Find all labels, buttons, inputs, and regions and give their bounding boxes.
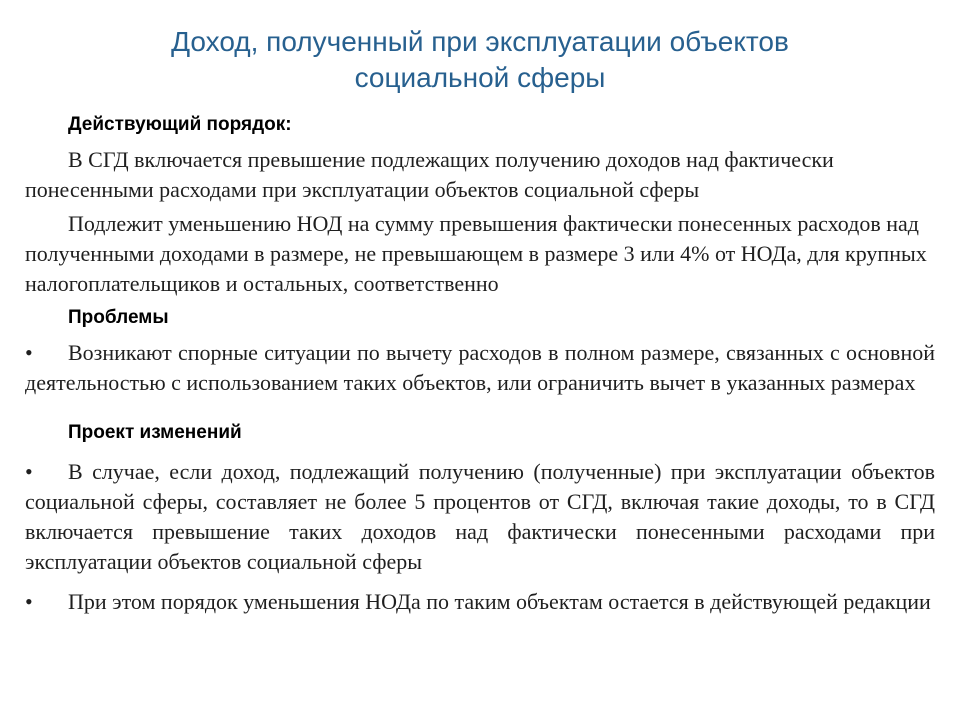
section-heading-problems: Проблемы: [68, 307, 169, 328]
bullet-item-problems-1: [25, 338, 935, 398]
bullet-text-draft-1: В случае, если доход, подлежащий получению (полученные) при эксплуатации объектов социальной сферы, составляет не более 5 процентов от СГД, включая такие доходы, то в СГД включается превышение таких доходов над фактически понесенными расходами при эксплуатации объектов социальной сферы: [25, 459, 935, 574]
paragraph-current-order-2: Подлежит уменьшению НОД на сумму превышения фактически понесенных расходов над полученными доходами в размере, не превышающем в размере 3 или 4% от НОДа, для крупных налогоплательщиков и остальных, соответственно: [25, 211, 927, 296]
bullet-item-draft-1: [25, 457, 935, 577]
slide-title: Доход, полученный при эксплуатации объектов социальной сферы: [171, 26, 789, 93]
paragraph-current-order-1: В СГД включается превышение подлежащих получению доходов над фактически понесенными расходами при эксплуатации объектов социальной сферы: [25, 147, 834, 202]
section-heading-current-order: Действующий порядок:: [68, 114, 292, 135]
section-heading-draft-changes: Проект изменений: [68, 422, 242, 443]
slide-body: [25, 112, 935, 617]
bullet-text-draft-2: При этом порядок уменьшения НОДа по таким объектам остается в действующей редакции: [68, 589, 931, 614]
bullet-item-draft-2: [25, 587, 935, 617]
bullet-icon: •: [25, 340, 33, 365]
bullet-icon: •: [25, 459, 33, 484]
bullet-text-problems-1: Возникают спорные ситуации по вычету расходов в полном размере, связанных с основной деятельностью с использованием таких объектов, или ограничить вычет в указанных размерах: [25, 340, 935, 395]
bullet-icon: •: [25, 589, 33, 614]
